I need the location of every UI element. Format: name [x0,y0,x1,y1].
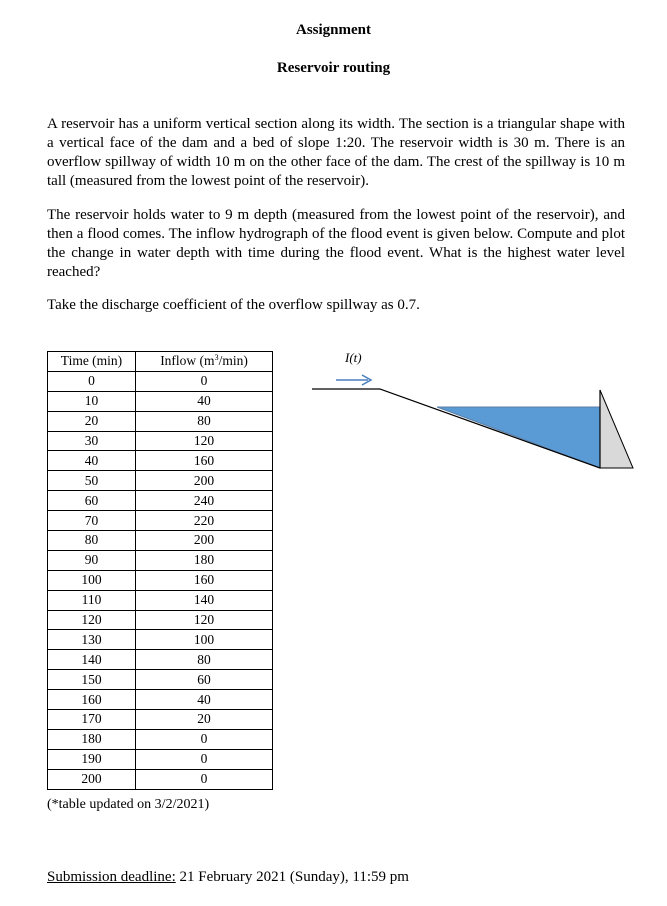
table-row [48,431,273,451]
dam-body [600,390,633,468]
table-row [48,411,273,431]
table-update-note: (*table updated on 3/2/2021) [47,797,210,812]
table-row [48,391,273,411]
inflow-cell: 40 [136,391,273,411]
problem-paragraph-1: A reservoir has a uniform vertical section along its width. The section is a triangular shape with a vertical face of the dam and a bed of slope 1:20. The reservoir width is 30 m. There is an overflow spillway of width 10 m on the other face of the dam. The crest of the spillway is 10 m tall (measured from the lowest point of the reservoir). [47,116,625,189]
inflow-cell: 40 [136,690,273,710]
table-row [48,451,273,471]
table-header-row [48,352,273,372]
time-column-header: Time (min) [48,352,136,372]
deadline-value: 21 February 2021 (Sunday), 11:59 pm [175,869,409,885]
inflow-cell: 80 [136,411,273,431]
inflow-cell: 240 [136,491,273,511]
table-row [48,749,273,769]
table-row [48,590,273,610]
table-row [48,710,273,730]
table-row [48,531,273,551]
time-cell: 50 [48,471,136,491]
inflow-cell: 100 [136,630,273,650]
problem-paragraph-2: The reservoir holds water to 9 m depth (measured from the lowest point of the reservoir), and then a flood comes. The inflow hydrograph of the flood event is given below. Compute and plot the change in water depth with time during the flood event. What is the highest water level reached? [47,207,625,280]
inflow-cell: 0 [136,729,273,749]
time-cell: 60 [48,491,136,511]
table-row [48,570,273,590]
document-title: Assignment [295,22,371,38]
inflow-cell: 0 [136,749,273,769]
table-row [48,630,273,650]
time-cell: 160 [48,690,136,710]
time-cell: 190 [48,749,136,769]
table-body [48,371,273,789]
time-cell: 150 [48,670,136,690]
inflow-header-suffix: /min) [218,353,248,369]
reservoir-diagram [300,340,640,480]
table-row [48,650,273,670]
table-row [48,690,273,710]
table-row [48,371,273,391]
table-row [48,471,273,491]
time-cell: 80 [48,531,136,551]
table-row [48,491,273,511]
inflow-cell: 140 [136,590,273,610]
time-cell: 200 [48,769,136,789]
time-cell: 130 [48,630,136,650]
inflow-cell: 80 [136,650,273,670]
inflow-cell: 180 [136,550,273,570]
inflow-cell: 160 [136,570,273,590]
table-row [48,610,273,630]
table-row [48,769,273,789]
inflow-cell: 120 [136,431,273,451]
inflow-column-header [136,352,273,372]
time-cell: 120 [48,610,136,630]
inflow-cell: 200 [136,471,273,491]
table-row [48,550,273,570]
inflow-cell: 0 [136,769,273,789]
inflow-cell: 200 [136,531,273,551]
time-cell: 30 [48,431,136,451]
time-cell: 100 [48,570,136,590]
time-cell: 140 [48,650,136,670]
time-cell: 180 [48,729,136,749]
inflow-hydrograph-table [47,351,273,790]
table-row [48,729,273,749]
time-cell: 90 [48,550,136,570]
inflow-header-superscript: 3 [214,353,219,363]
inflow-label: I(t) [345,350,362,365]
time-cell: 20 [48,411,136,431]
time-cell: 0 [48,371,136,391]
time-cell: 110 [48,590,136,610]
submission-deadline [47,869,409,886]
inflow-cell: 160 [136,451,273,471]
time-cell: 170 [48,710,136,730]
inflow-cell: 20 [136,710,273,730]
inflow-cell: 0 [136,371,273,391]
table-row [48,511,273,531]
time-cell: 10 [48,391,136,411]
deadline-label: Submission deadline: [47,869,176,885]
inflow-header-prefix: Inflow (m [160,353,215,369]
time-cell: 70 [48,511,136,531]
time-cell: 40 [48,451,136,471]
inflow-cell: 60 [136,670,273,690]
document-subtitle: Reservoir routing [276,60,391,76]
inflow-cell: 120 [136,610,273,630]
table-row [48,670,273,690]
problem-paragraph-3: Take the discharge coefficient of the overflow spillway as 0.7. [47,297,420,313]
inflow-cell: 220 [136,511,273,531]
